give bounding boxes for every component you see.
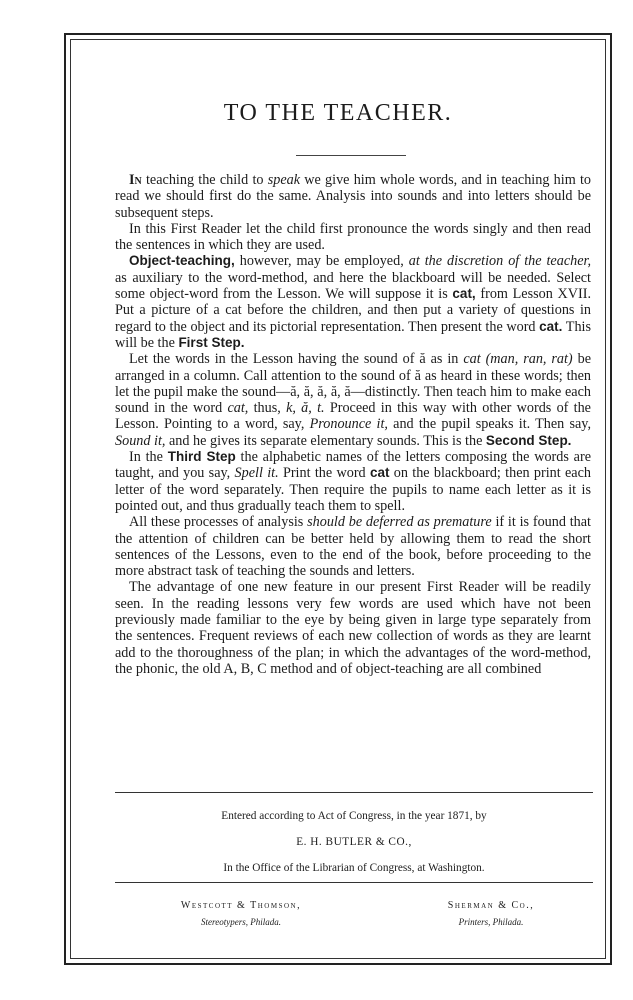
italic-text: Spell it. xyxy=(234,465,279,482)
page-border xyxy=(64,33,612,965)
bold-term: cat, xyxy=(452,286,476,302)
italic-text: cat (man, ran, rat) xyxy=(463,351,573,368)
stereotyper-role: Stereotypers, Philada. xyxy=(201,917,281,927)
bold-term: Object-teaching, xyxy=(129,253,235,269)
text-run: This will be the xyxy=(115,318,592,351)
stereotyper-firm: Westcott & Thomson, xyxy=(180,900,302,911)
text-run: as auxiliary to the word-method, and here the blackboard will be needed. Select some object-word from the Lesson. We will suppose it is xyxy=(115,269,591,303)
text-run: from Lesson XVII. Put a picture of a cat before the children, and then put a variety of questions in regard to the object and its pictorial representation. Then present the word xyxy=(115,286,591,335)
text-run: be arranged in a column. Call attention to the sound of ă as heard in these words; then let the pupil make the sound—ă, ă, ă, ă, ă—distinctly. Then teach him to make each sound in the word xyxy=(115,351,591,417)
italic-text: speak xyxy=(267,172,301,188)
text-run: Print the word xyxy=(278,465,370,482)
text-run: and the pupil speaks it. Then say, xyxy=(387,416,592,433)
text-run: In the xyxy=(129,449,168,466)
paragraph xyxy=(115,253,591,351)
text-run: if it is found that the attention of children can be better held by allowing them to read the short sentences of the Lessons, even to the end of the book, before proceeding to the more abstract task of teaching the sounds and letters. xyxy=(115,514,591,580)
imprint-divider xyxy=(115,882,593,883)
text-run: thus, xyxy=(248,400,287,417)
text-run: The advantage of one new feature in our present First Reader will be readily seen. In the reading lessons very few words are used which have not been previously made familiar to the eye by being given in large type separately from the sentences. Frequent reviews of each new collection of words as they are learnt add to the thoroughness of the plan; in which the advantages of the word-method, the phonic, the old A, B, C method and of object-teaching are all combined xyxy=(115,579,591,677)
page-title: TO THE TEACHER. xyxy=(223,100,453,126)
italic-text: cat, xyxy=(227,400,249,417)
text-run: In this First Reader let the child first pronounce the words singly and then read the sentences in which they are used. xyxy=(115,220,591,254)
copyright-line-3: In the Office of the Librarian of Congress, at Washington. xyxy=(223,862,485,874)
text-run: we give him whole words, and in teaching him to read we should first do the same. Analysis into sounds and into letters should be subsequent steps. xyxy=(115,172,591,221)
bold-term: cat xyxy=(369,465,390,481)
copyright-line-1: Entered according to Act of Congress, in the year 1871, by xyxy=(221,810,487,822)
publisher-name: E. H. BUTLER & CO., xyxy=(296,836,412,848)
text-run: Let the words in the Lesson having the sound of ă as in xyxy=(129,351,464,368)
bold-term: Second Step. xyxy=(485,432,572,448)
italic-text: Sound it, xyxy=(115,432,166,449)
bold-term: First Step. xyxy=(178,334,245,350)
paragraph xyxy=(115,172,591,221)
paragraph xyxy=(115,514,591,579)
text-run: teaching the child to xyxy=(141,172,268,188)
paragraph xyxy=(115,449,591,514)
text-run: and he gives its separate elementary sounds. This is the xyxy=(165,432,486,449)
text-run: Proceed in this way with other words of the Lesson. Pointing to a word, say, xyxy=(115,400,591,433)
text-run: on the blackboard; then print each letter of the word separately. Then require the pupils to name each letter as it is pointed out, and thus gradually teach them to spell. xyxy=(115,465,591,514)
italic-text: k, ă, t. xyxy=(286,400,325,417)
text-run: however, may be employed, xyxy=(234,253,409,270)
printer-role: Printers, Philada. xyxy=(458,917,524,927)
paragraph xyxy=(115,351,591,449)
title-divider xyxy=(296,155,406,156)
italic-text: at the discretion of the teacher, xyxy=(408,253,591,270)
body-divider xyxy=(115,792,593,793)
bold-term: cat. xyxy=(539,318,563,334)
page-inner-border xyxy=(70,39,606,959)
italic-text: Pronounce it, xyxy=(309,416,388,433)
imprint-stereotypers xyxy=(141,898,341,930)
preface-body xyxy=(115,172,591,677)
italic-text: should be deferred as premature xyxy=(307,514,492,531)
paragraph-lead-word: In xyxy=(129,172,142,188)
bold-term: Third Step xyxy=(167,449,236,465)
printer-firm: Sherman & Co., xyxy=(447,900,535,911)
copyright-notice xyxy=(115,803,593,881)
paragraph xyxy=(115,579,591,677)
imprint-printers xyxy=(411,898,571,930)
paragraph xyxy=(115,221,591,254)
text-run: the alphabetic names of the letters composing the words are taught, and you say, xyxy=(115,449,591,482)
text-run: All these processes of analysis xyxy=(129,514,308,531)
